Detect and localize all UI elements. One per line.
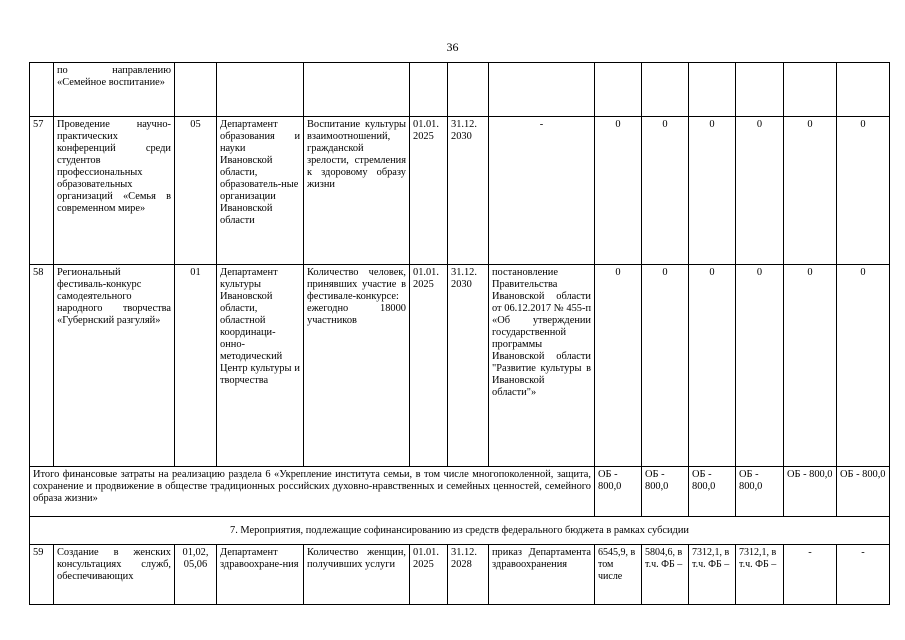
cell-value-6: 0 — [837, 117, 890, 265]
section-heading: 7. Мероприятия, подлежащие софинансированию из средств федерального бюджета в рамках субсидии — [30, 517, 890, 545]
cell-start: 01.01. 2025 — [410, 545, 448, 605]
cell-value-2: 0 — [642, 265, 689, 467]
section-heading-row — [30, 517, 890, 545]
cell-num: 57 — [30, 117, 54, 265]
cell-result: Количество человек, принявших участие в фестивале-конкурсе: ежегодно 18000 участников — [304, 265, 410, 467]
cell-name: по направлению «Семейное воспитание» — [54, 63, 175, 117]
cell-start: 01.01. 2025 — [410, 117, 448, 265]
cell-value-4: 0 — [736, 117, 784, 265]
cell-value-1: 0 — [595, 265, 642, 467]
total-value-1: ОБ - 800,0 — [595, 467, 642, 517]
cell-num: 58 — [30, 265, 54, 467]
cell-doc: постановление Правительства Ивановской области от 06.12.2017 № 455-п «Об утверждении государственной программы Ивановской области "Развитие культуры в Ивановской области"» — [489, 265, 595, 467]
cell-name: Создание в женских консультациях служб, обеспечивающих — [54, 545, 175, 605]
cell-start: 01.01. 2025 — [410, 265, 448, 467]
cell-code: 01,02, 05,06 — [175, 545, 217, 605]
cell-value-3: 0 — [689, 117, 736, 265]
cell-value-5: 0 — [784, 265, 837, 467]
cell-end: 31.12. 2030 — [448, 117, 489, 265]
cell-value-1: 0 — [595, 117, 642, 265]
cell-value-6: - — [837, 545, 890, 605]
cell-num: 59 — [30, 545, 54, 605]
total-value-2: ОБ - 800,0 — [642, 467, 689, 517]
cell-result: Количество женщин, получивших услуги — [304, 545, 410, 605]
cell-code: 01 — [175, 265, 217, 467]
cell-value-1: 6545,9, в том числе — [595, 545, 642, 605]
cell-value-5: - — [784, 545, 837, 605]
cell-value-5: 0 — [784, 117, 837, 265]
cell-name: Региональный фестиваль-конкурс самодеятельного народного творчества «Губернский разгуляй» — [54, 265, 175, 467]
cell-result: Воспитание культуры взаимоотношений, гражданской зрелости, стремления к здоровому образу жизни — [304, 117, 410, 265]
table-row-57 — [30, 117, 890, 265]
cell-value-4: 0 — [736, 265, 784, 467]
cell-value-6: 0 — [837, 265, 890, 467]
total-value-6: ОБ - 800,0 — [837, 467, 890, 517]
page-number: 36 — [446, 40, 459, 54]
program-table — [29, 62, 890, 605]
total-value-4: ОБ - 800,0 — [736, 467, 784, 517]
cell-value-3: 0 — [689, 265, 736, 467]
cell-executor: Департамент здравоохране-ния — [217, 545, 304, 605]
cell-name: Проведение научно-практических конференций среди студентов профессиональных образовательных организаций «Семья в современном мире» — [54, 117, 175, 265]
table-row-total — [30, 467, 890, 517]
cell-executor: Департамент образования и науки Ивановской области, образователь-ные организации Ивановской области — [217, 117, 304, 265]
cell-num — [30, 63, 54, 117]
cell-value-2: 5804,6, в т.ч. ФБ – — [642, 545, 689, 605]
cell-value-4: 7312,1, в т.ч. ФБ – — [736, 545, 784, 605]
cell-end: 31.12. 2030 — [448, 265, 489, 467]
cell-end: 31.12. 2028 — [448, 545, 489, 605]
cell-value-2: 0 — [642, 117, 689, 265]
table-row-59 — [30, 545, 890, 605]
cell-value-3: 7312,1, в т.ч. ФБ – — [689, 545, 736, 605]
cell-doc: приказ Департамента здравоохранения — [489, 545, 595, 605]
table-row-58 — [30, 265, 890, 467]
cell-doc: - — [489, 117, 595, 265]
total-label: Итого финансовые затраты на реализацию раздела 6 «Укрепление института семьи, в том числе многопоколенной, защита, сохранение и продвижение в обществе традиционных российских духовно-нравственных и семейных ценностей, семейного образа жизни» — [30, 467, 595, 517]
table-row-continued — [30, 63, 890, 117]
cell-code: 05 — [175, 117, 217, 265]
total-value-5: ОБ - 800,0 — [784, 467, 837, 517]
cell-executor: Департамент культуры Ивановской области, областной координаци-онно-методический Центр культуры и творчества — [217, 265, 304, 467]
total-value-3: ОБ - 800,0 — [689, 467, 736, 517]
